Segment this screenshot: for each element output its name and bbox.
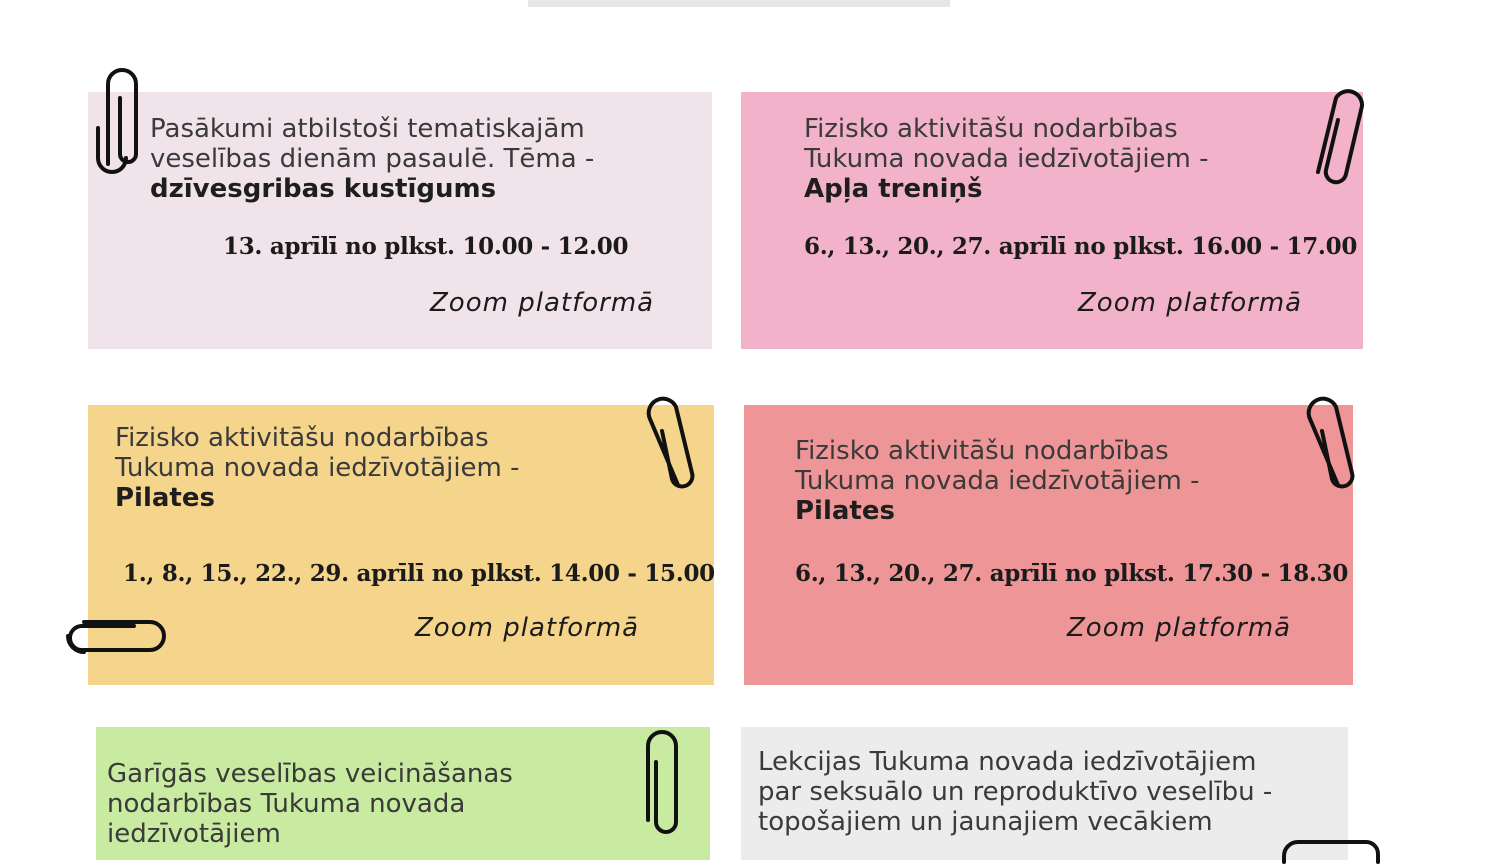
paperclip-icon xyxy=(638,728,682,834)
event-description-line2: Tukuma novada iedzīvotājiem - xyxy=(804,144,1209,174)
event-description xyxy=(758,747,1272,837)
event-description-line1: Lekcijas Tukuma novada iedzīvotājiem xyxy=(758,747,1257,777)
paperclip-icon xyxy=(1308,86,1362,186)
event-location: Zoom platformā xyxy=(1067,613,1292,643)
event-location: Zoom platformā xyxy=(1078,288,1303,318)
event-description-line1: Garīgās veselības veicināšanas xyxy=(107,759,513,789)
event-time: 6., 13., 20., 27. aprīlī no plkst. 17.30 - 18.30 xyxy=(795,560,1349,587)
event-description-line2: veselības dienām pasaulē. Tēma - xyxy=(150,144,595,174)
event-topic: Pilates xyxy=(115,483,215,513)
event-card-world-health-days xyxy=(88,92,712,349)
paperclip-icon xyxy=(94,68,136,172)
event-description-line1: Pasākumi atbilstoši tematiskajām xyxy=(150,114,585,144)
event-card-circuit-training xyxy=(741,92,1363,349)
event-location: Zoom platformā xyxy=(415,613,640,643)
event-card-pilates-2 xyxy=(744,405,1353,685)
event-time: 1., 8., 15., 22., 29. aprīlī no plkst. 14.00 - 15.00 xyxy=(123,560,715,587)
event-card-pilates-1 xyxy=(88,405,714,685)
event-description xyxy=(795,436,1200,526)
event-description xyxy=(107,759,513,849)
paperclip-icon xyxy=(1278,836,1382,866)
event-topic: Pilates xyxy=(795,496,895,526)
paperclip-icon xyxy=(64,616,168,658)
event-topic: dzīvesgribas kustīgums xyxy=(150,174,497,204)
top-banner-strip xyxy=(528,0,950,7)
event-description-line2: Tukuma novada iedzīvotājiem - xyxy=(115,453,520,483)
event-location: Zoom platformā xyxy=(430,288,655,318)
event-description-line3: iedzīvotājiem xyxy=(107,819,281,849)
event-description-line1: Fizisko aktivitāšu nodarbības xyxy=(804,114,1178,144)
paperclip-icon xyxy=(642,395,694,495)
event-card-mental-health xyxy=(96,727,710,860)
event-time: 13. aprīlī no plkst. 10.00 - 12.00 xyxy=(223,233,629,260)
event-description xyxy=(804,114,1209,204)
event-description-line2: par seksuālo un reproduktīvo veselību - xyxy=(758,777,1273,807)
event-description xyxy=(150,114,594,204)
event-time: 6., 13., 20., 27. aprīlī no plkst. 16.00 - 17.00 xyxy=(804,233,1358,260)
event-topic: Apļa treniņš xyxy=(804,174,983,204)
event-card-lectures xyxy=(741,727,1348,860)
event-description xyxy=(115,423,520,513)
event-description-line2: Tukuma novada iedzīvotājiem - xyxy=(795,466,1200,496)
event-description-line1: Fizisko aktivitāšu nodarbības xyxy=(115,423,489,453)
event-description-line1: Fizisko aktivitāšu nodarbības xyxy=(795,436,1169,466)
event-description-line2: nodarbības Tukuma novada xyxy=(107,789,466,819)
paperclip-icon xyxy=(1302,395,1354,495)
event-description-line3: topošajiem un jaunajiem vecākiem xyxy=(758,807,1213,837)
